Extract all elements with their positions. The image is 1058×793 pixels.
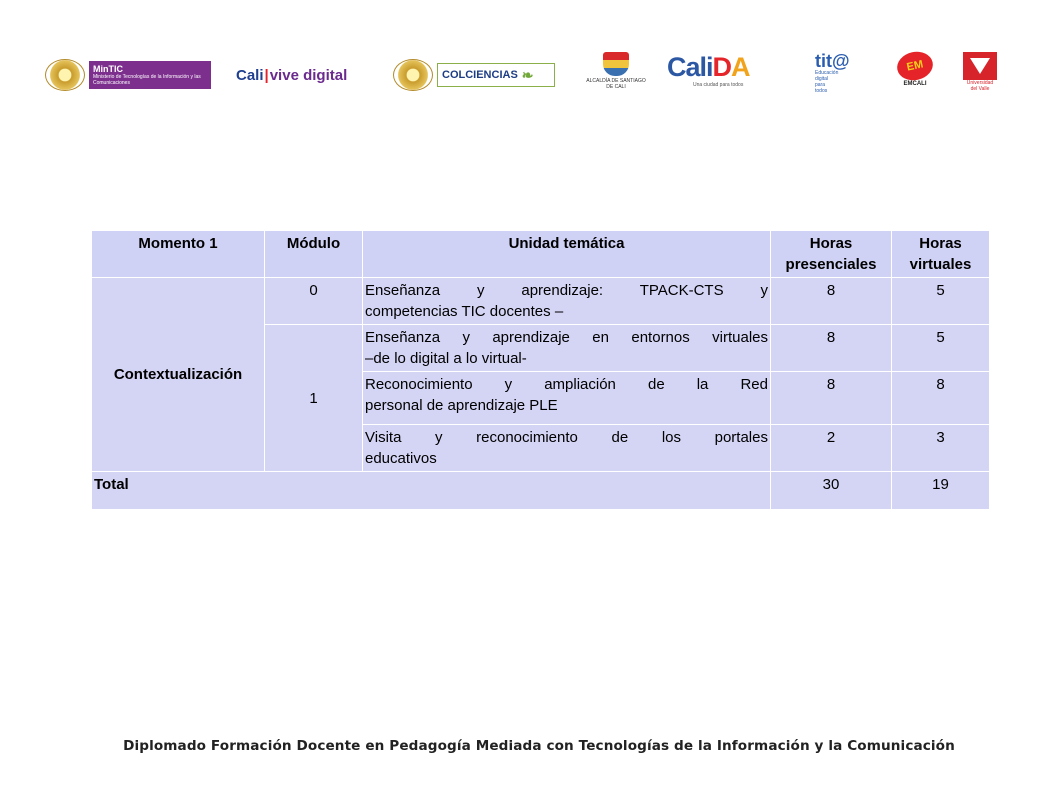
unidad-line-2: competencias TIC docentes – <box>365 303 564 320</box>
unidad-line-2: educativos <box>365 450 437 467</box>
cali-vive-separator: | <box>264 66 269 84</box>
univalle-logo <box>960 52 1000 98</box>
unidad-line-1: Enseñanza y aprendizaje: TPACK-CTS y <box>365 282 768 299</box>
calida-word-last: A <box>731 52 750 82</box>
mintic-title: MinTIC <box>93 64 123 74</box>
unidad-cell <box>363 372 771 425</box>
total-virtuales: 19 <box>892 472 990 510</box>
table-header-row <box>92 231 990 278</box>
tita-sub2: digital <box>815 76 829 82</box>
calida-word-d: D <box>712 52 732 82</box>
modulo-cell: 0 <box>265 278 363 325</box>
unidad-line-2: personal de aprendizaje PLE <box>365 397 558 414</box>
cali-vive-part-a: Cali <box>236 66 264 84</box>
calida-logo <box>667 52 785 98</box>
virtuales-cell: 5 <box>892 278 990 325</box>
colciencias-name: COLCIENCIAS <box>442 69 518 81</box>
virtuales-cell: 5 <box>892 325 990 372</box>
tita-sub1: Educación <box>815 70 839 76</box>
unidad-line-2: –de lo digital a lo virtual- <box>365 350 527 367</box>
tita-sub4: todos <box>815 88 828 94</box>
unidad-cell <box>363 325 771 372</box>
calida-word-a: Cali <box>667 52 713 82</box>
modulo-cell: 1 <box>265 325 363 472</box>
unidad-line-1: Reconocimiento y ampliación de la Red <box>365 376 768 393</box>
header-modulo: Módulo <box>265 231 363 278</box>
header-momento: Momento 1 <box>92 231 265 278</box>
tita-word: tit@ <box>815 51 850 71</box>
mintic-logo <box>45 52 215 98</box>
presenciales-cell: 8 <box>771 325 892 372</box>
mintic-label-box <box>89 61 211 89</box>
presenciales-cell: 2 <box>771 425 892 472</box>
momento-cell: Contextualización <box>92 278 265 472</box>
emcali-logo <box>893 52 937 98</box>
total-presenciales: 30 <box>771 472 892 510</box>
header-unidad: Unidad temática <box>363 231 771 278</box>
colombia-coat-of-arms-icon <box>393 59 433 91</box>
emcali-label: EMCALI <box>903 81 927 87</box>
emcali-badge: EM <box>894 49 935 84</box>
unidad-cell <box>363 278 771 325</box>
logo-bar <box>0 52 1058 102</box>
cali-shield-icon <box>603 52 629 76</box>
presenciales-cell: 8 <box>771 372 892 425</box>
presenciales-cell: 8 <box>771 278 892 325</box>
header-horas-presenciales: Horas presenciales <box>771 231 892 278</box>
univalle-label1: Universidad <box>966 80 994 86</box>
alcaldia-cali-logo <box>585 52 647 98</box>
mintic-subtitle: Ministerio de Tecnologías de la Información y las Comunicaciones <box>93 74 201 86</box>
alcaldia-text: ALCALDÍA DE SANTIAGO DE CALI <box>586 78 646 90</box>
colombia-coat-of-arms-icon <box>45 59 85 91</box>
header-horas-virtuales: Horas virtuales <box>892 231 990 278</box>
unidad-line-1: Visita y reconocimiento de los portales <box>365 429 768 446</box>
cali-vive-part-b: vive digital <box>269 66 348 84</box>
calida-word <box>667 52 750 82</box>
colciencias-logo <box>393 52 561 98</box>
virtuales-cell: 8 <box>892 372 990 425</box>
virtuales-cell: 3 <box>892 425 990 472</box>
table-total-row <box>92 472 990 510</box>
tita-logo <box>815 52 875 98</box>
tita-sub3: para <box>815 82 826 88</box>
table-row <box>92 278 990 325</box>
calida-tagline: Una ciudad para todos <box>693 82 744 88</box>
footer-caption: Diplomado Formación Docente en Pedagogía Mediada con Tecnologías de la Información y la Comunicación <box>123 738 955 754</box>
course-table <box>91 230 990 510</box>
colciencias-box <box>437 63 555 87</box>
total-label: Total <box>92 472 771 510</box>
swirl-icon: ❧ <box>521 66 534 83</box>
univalle-mark-icon <box>963 52 997 80</box>
univalle-label2: del Valle <box>970 86 990 92</box>
unidad-line-1: Enseñanza y aprendizaje en entornos virtuales <box>365 329 768 346</box>
unidad-cell <box>363 425 771 472</box>
cali-vive-digital-logo <box>236 52 376 98</box>
